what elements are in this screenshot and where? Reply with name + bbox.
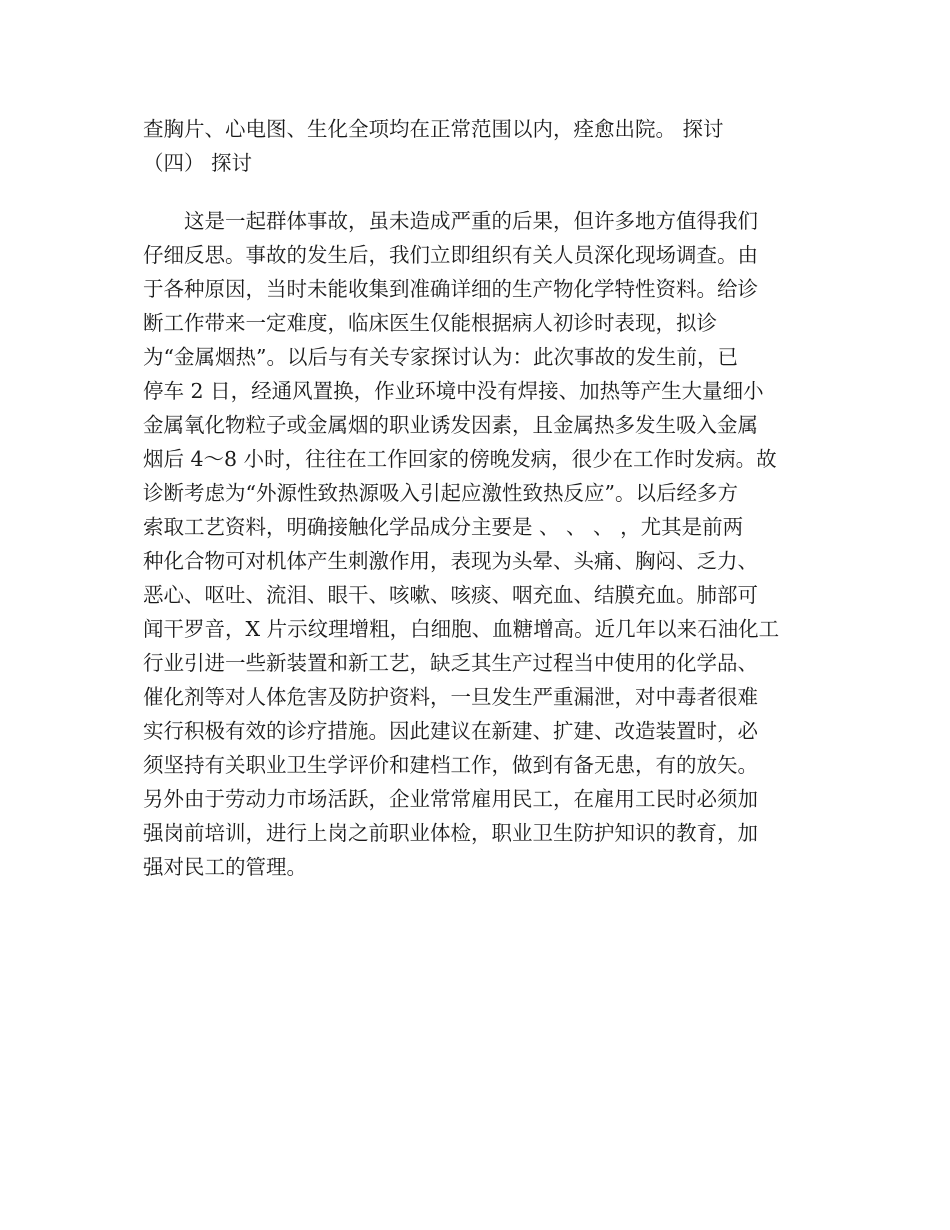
paragraph-line-4: 断工作带来一定难度，临床医生仅能根据病人初诊时表现，拟诊 — [143, 311, 717, 335]
paragraph-line-5: 为“金属烟热”。以后与有关专家探讨认为：此次事故的发生前，已 — [143, 345, 738, 369]
paragraph-line-9: 诊断考虑为“外源性致热源吸入引起应激性致热反应”。以后经多方 — [143, 481, 738, 505]
paragraph-line-6: 停车 2 日，经通风置换，作业环境中没有焊接、加热等产生大量细小 — [143, 379, 764, 403]
paragraph-line-16: 实行积极有效的诊疗措施。因此建议在新建、扩建、改造装置时，必 — [143, 719, 758, 743]
paragraph-line-15: 催化剂等对人体危害及防护资料，一旦发生严重漏泄，对中毒者很难 — [143, 685, 758, 709]
intro-line-1: 查胸片、心电图、生化全项均在正常范围以内，痊愈出院。 探讨 — [143, 117, 724, 141]
paragraph-line-14: 行业引进一些新装置和新工艺，缺乏其生产过程当中使用的化学品、 — [143, 651, 758, 675]
paragraph-line-1: 这是一起群体事故，虽未造成严重的后果，但许多地方值得我们 — [143, 209, 758, 233]
paragraph-line-20: 强对民工的管理。 — [143, 855, 307, 879]
paragraph-line-18: 另外由于劳动力市场活跃，企业常常雇用民工，在雇用工民时必须加 — [143, 787, 758, 811]
paragraph-line-8: 烟后 4～8 小时，往往在工作回家的傍晚发病，很少在工作时发病。故 — [143, 447, 777, 471]
paragraph-line-12: 恶心、呕吐、流泪、眼干、咳嗽、咳痰、咽充血、结膜充血。肺部可 — [143, 583, 758, 607]
paragraph-line-10: 索取工艺资料，明确接触化学品成分主要是 、 、 、 ，尤其是前两 — [143, 515, 744, 539]
paragraph-line-11: 种化合物可对机体产生刺激作用，表现为头晕、头痛、胸闷、乏力、 — [143, 549, 758, 573]
paragraph-line-7: 金属氧化物粒子或金属烟的职业诱发因素，且金属热多发生吸入金属 — [143, 413, 758, 437]
paragraph-line-3: 于各种原因，当时未能收集到准确详细的生产物化学特性资料。给诊 — [143, 277, 758, 301]
section-heading: （四） 探讨 — [143, 151, 253, 175]
paragraph-line-19: 强岗前培训，进行上岗之前职业体检，职业卫生防护知识的教育，加 — [143, 821, 758, 845]
paragraph-line-13: 闻干罗音，X 片示纹理增粗，白细胞、血糖增高。近几年以来石油化工 — [143, 617, 780, 641]
paragraph-line-2: 仔细反思。事故的发生后，我们立即组织有关人员深化现场调查。由 — [143, 243, 758, 267]
paragraph-line-17: 须坚持有关职业卫生学评价和建档工作，做到有备无患，有的放矢。 — [143, 753, 758, 777]
